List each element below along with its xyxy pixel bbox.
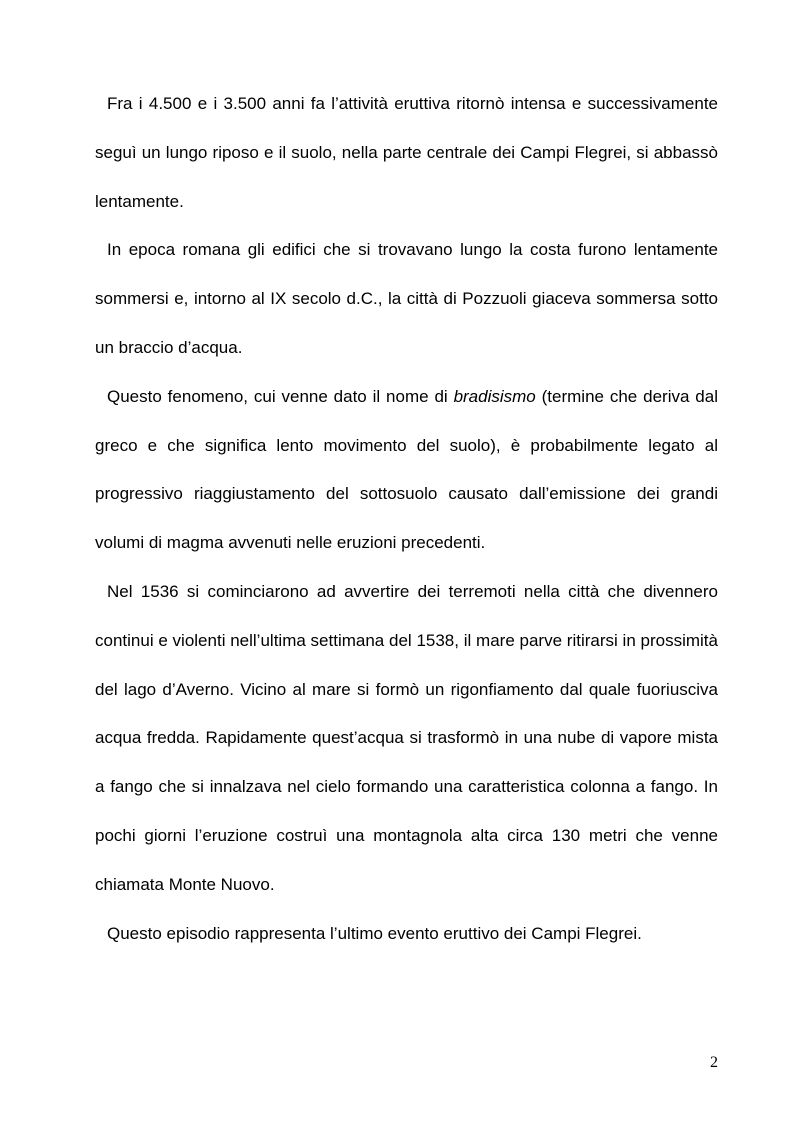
page-body	[95, 80, 718, 958]
page-number: 2	[710, 1054, 718, 1071]
paragraph-eruptive-activity: Fra i 4.500 e i 3.500 anni fa l’attività eruttiva ritornò intensa e successivamente seguì un lungo riposo e il suolo, nella parte centrale dei Campi Flegrei, si abbassò lentamente.	[95, 94, 718, 211]
bradisismo-text-before: Questo fenomeno, cui venne dato il nome di	[107, 386, 454, 406]
paragraph-last-event: Questo episodio rappresenta l’ultimo evento eruttivo dei Campi Flegrei.	[107, 923, 642, 943]
bradisismo-term: bradisismo	[453, 386, 536, 406]
paragraph-roman-era: In epoca romana gli edifici che si trovavano lungo la costa furono lentamente sommersi e, intorno al IX secolo d.C., la città di Pozzuoli giaceva sommersa sotto un braccio d’acqua.	[95, 240, 718, 357]
paragraph-1538-eruption: Nel 1536 si cominciarono ad avvertire dei terremoti nella città che divennero continui e violenti nell’ultima settimana del 1538, il mare parve ritirarsi in prossimità del lago d’Averno. Vicino al mare si formò un rigonfiamento dal quale fuoriusciva acqua fredda. Rapidamente quest’acqua si trasformò in una nube di vapore mista a fango che si innalzava nel cielo formando una caratteristica colonna a fango. In pochi giorni l’eruzione costruì una montagnola alta circa 130 metri che venne chiamata Monte Nuovo.	[95, 581, 718, 894]
bradisismo-text-after: (termine che deriva dal greco e che significa lento movimento del suolo), è probabilmente legato al progressivo riaggiustamento del sottosuolo causato dall’emissione dei grandi volumi di magma avvenuti nelle eruzioni precedenti.	[95, 386, 718, 553]
paragraph-bradisismo	[95, 373, 718, 568]
